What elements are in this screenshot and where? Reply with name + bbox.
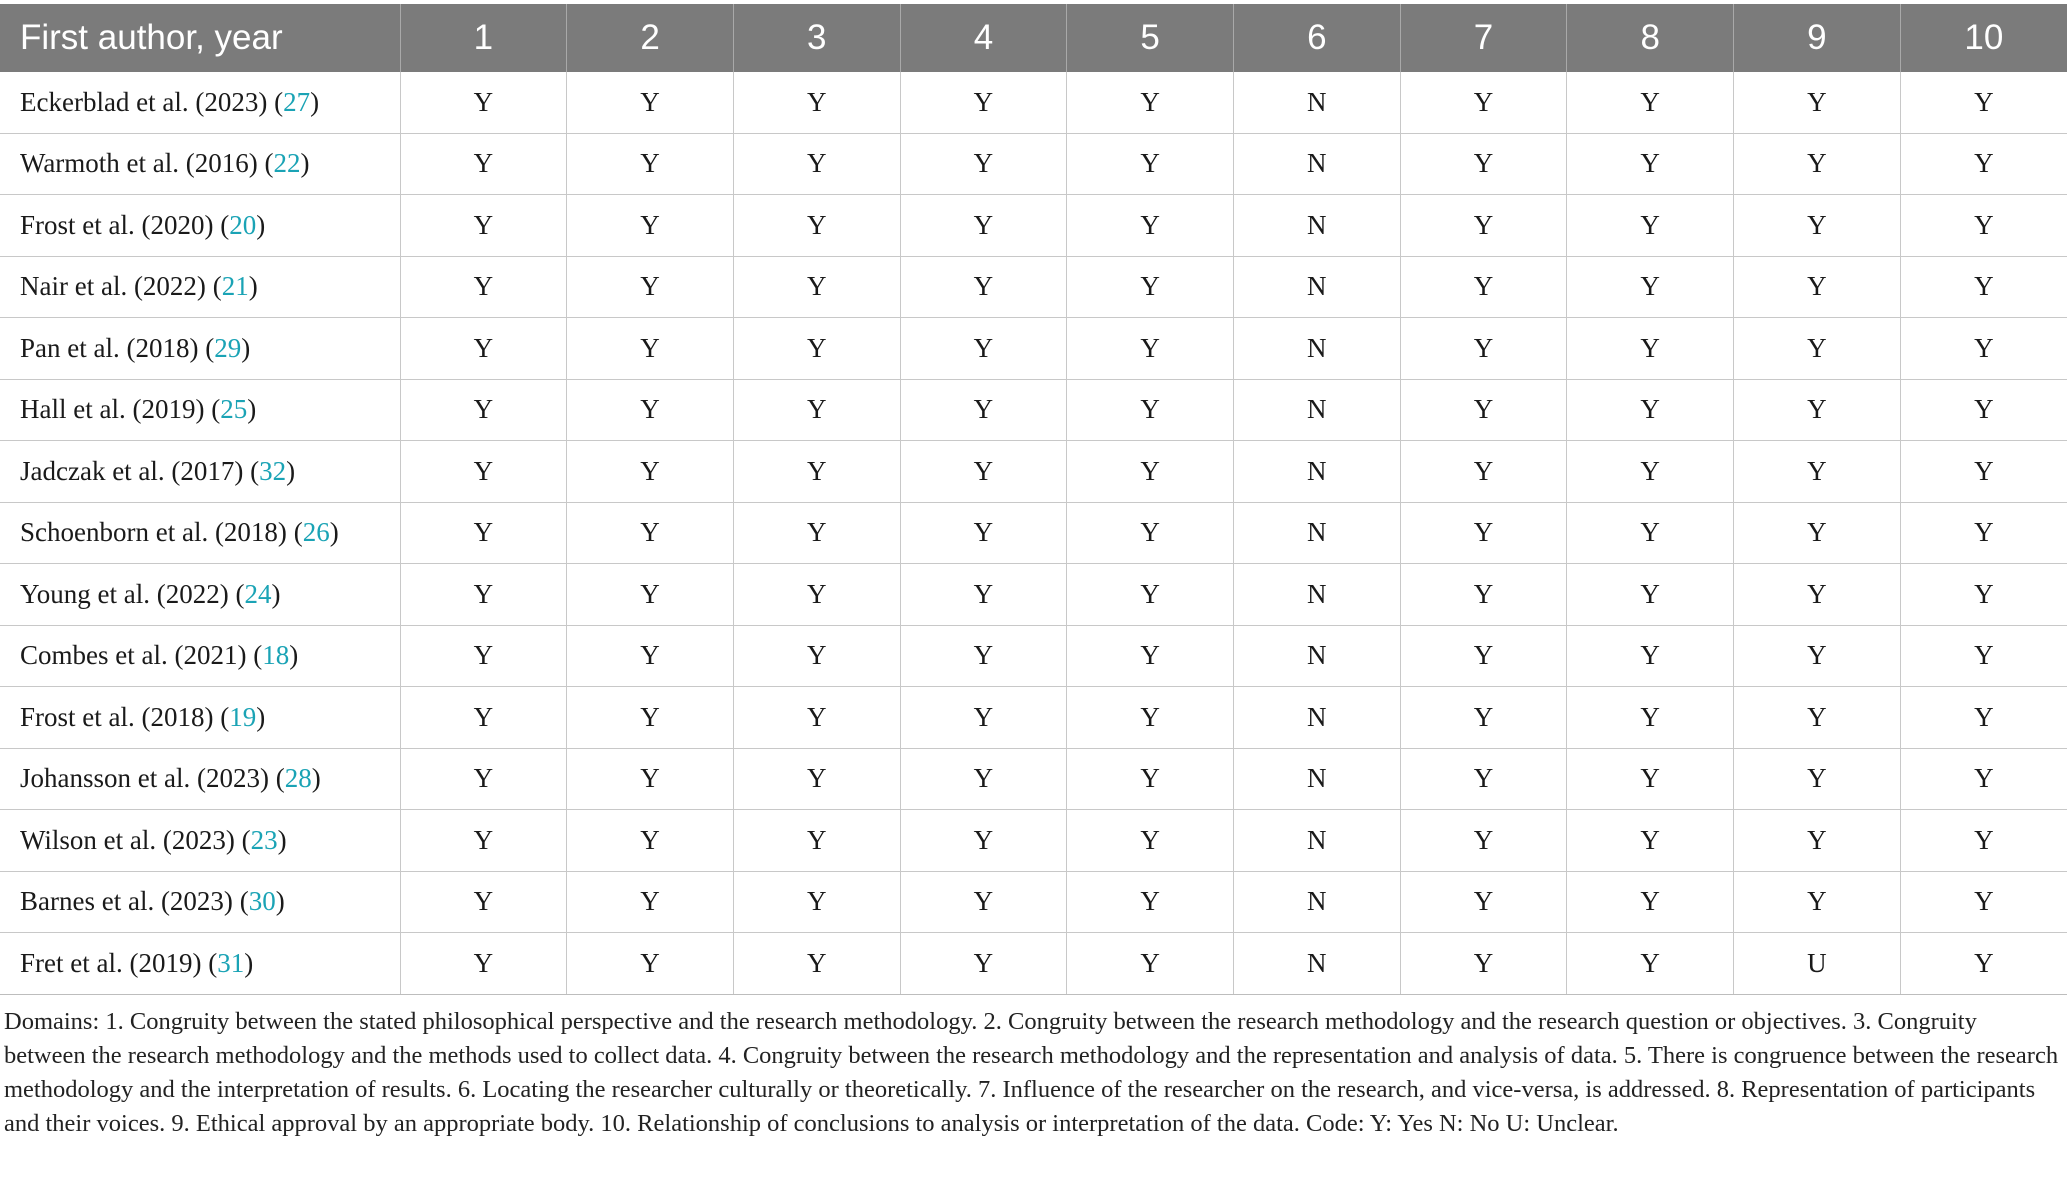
- quality-appraisal-table-container: [0, 4, 2067, 995]
- author-cell: Young et al. (2022) (24): [0, 564, 400, 626]
- author-name: Eckerblad et al. (2023): [20, 86, 268, 117]
- table-row: [0, 72, 2067, 133]
- author-name: Wilson et al. (2023): [20, 824, 235, 855]
- rating-cell: Y: [567, 871, 734, 933]
- rating-cell: Y: [400, 871, 567, 933]
- author-cell: Jadczak et al. (2017) (32): [0, 441, 400, 503]
- rating-cell: Y: [400, 195, 567, 257]
- author-cell: Combes et al. (2021) (18): [0, 625, 400, 687]
- column-header-domain-9: 9: [1734, 4, 1901, 72]
- rating-cell: Y: [1734, 687, 1901, 749]
- author-name: Frost et al. (2018): [20, 701, 214, 732]
- rating-cell: Y: [567, 564, 734, 626]
- rating-cell: Y: [400, 748, 567, 810]
- table-row: [0, 441, 2067, 503]
- rating-cell: Y: [733, 625, 900, 687]
- rating-cell: Y: [1567, 687, 1734, 749]
- rating-cell: Y: [1067, 502, 1234, 564]
- column-header-domain-8: 8: [1567, 4, 1734, 72]
- rating-cell: Y: [567, 72, 734, 133]
- column-header-domain-7: 7: [1400, 4, 1567, 72]
- rating-cell: Y: [567, 379, 734, 441]
- rating-cell: Y: [567, 687, 734, 749]
- rating-cell: U: [1734, 933, 1901, 995]
- rating-cell: Y: [1400, 810, 1567, 872]
- rating-cell: Y: [1400, 256, 1567, 318]
- column-header-domain-4: 4: [900, 4, 1067, 72]
- reference-link[interactable]: 23: [250, 824, 278, 855]
- rating-cell: Y: [1400, 318, 1567, 380]
- rating-cell: Y: [1067, 748, 1234, 810]
- rating-cell: Y: [1900, 256, 2067, 318]
- author-cell: Wilson et al. (2023) (23): [0, 810, 400, 872]
- rating-cell: Y: [733, 441, 900, 503]
- rating-cell: Y: [1734, 318, 1901, 380]
- rating-cell: Y: [733, 72, 900, 133]
- rating-cell: Y: [1067, 195, 1234, 257]
- author-name: Combes et al. (2021): [20, 640, 247, 671]
- author-cell: Pan et al. (2018) (29): [0, 318, 400, 380]
- reference-link[interactable]: 30: [248, 886, 276, 917]
- header-row: [0, 4, 2067, 72]
- table-row: [0, 133, 2067, 195]
- rating-cell: Y: [567, 195, 734, 257]
- table-row: [0, 379, 2067, 441]
- rating-cell: Y: [1900, 810, 2067, 872]
- rating-cell: Y: [1900, 318, 2067, 380]
- rating-cell: Y: [400, 441, 567, 503]
- rating-cell: N: [1233, 625, 1400, 687]
- rating-cell: Y: [1067, 687, 1234, 749]
- author-name: Hall et al. (2019): [20, 394, 205, 425]
- author-cell: Johansson et al. (2023) (28): [0, 748, 400, 810]
- rating-cell: Y: [567, 133, 734, 195]
- rating-cell: Y: [733, 748, 900, 810]
- rating-cell: Y: [1067, 933, 1234, 995]
- column-header-author: First author, year: [0, 4, 400, 72]
- rating-cell: Y: [400, 625, 567, 687]
- rating-cell: Y: [1734, 133, 1901, 195]
- rating-cell: Y: [400, 72, 567, 133]
- rating-cell: N: [1233, 564, 1400, 626]
- author-cell: Hall et al. (2019) (25): [0, 379, 400, 441]
- rating-cell: Y: [1567, 502, 1734, 564]
- rating-cell: Y: [1734, 72, 1901, 133]
- rating-cell: Y: [1567, 133, 1734, 195]
- column-header-domain-1: 1: [400, 4, 567, 72]
- rating-cell: Y: [1734, 748, 1901, 810]
- rating-cell: Y: [1400, 72, 1567, 133]
- rating-cell: Y: [900, 748, 1067, 810]
- rating-cell: Y: [1400, 687, 1567, 749]
- table-row: [0, 687, 2067, 749]
- rating-cell: N: [1233, 748, 1400, 810]
- table-row: [0, 502, 2067, 564]
- column-header-domain-5: 5: [1067, 4, 1234, 72]
- rating-cell: Y: [1900, 441, 2067, 503]
- rating-cell: N: [1233, 810, 1400, 872]
- table-row: [0, 748, 2067, 810]
- table-body: [0, 72, 2067, 994]
- rating-cell: Y: [1067, 256, 1234, 318]
- rating-cell: Y: [1900, 933, 2067, 995]
- rating-cell: Y: [1400, 441, 1567, 503]
- rating-cell: Y: [1067, 318, 1234, 380]
- reference-link[interactable]: 19: [229, 701, 257, 732]
- rating-cell: Y: [1567, 72, 1734, 133]
- rating-cell: Y: [1900, 195, 2067, 257]
- reference-link[interactable]: 25: [220, 394, 248, 425]
- rating-cell: N: [1233, 195, 1400, 257]
- rating-cell: Y: [900, 379, 1067, 441]
- rating-cell: Y: [1900, 379, 2067, 441]
- author-cell: Nair et al. (2022) (21): [0, 256, 400, 318]
- rating-cell: Y: [1900, 133, 2067, 195]
- table-row: [0, 810, 2067, 872]
- rating-cell: Y: [1067, 564, 1234, 626]
- rating-cell: N: [1233, 502, 1400, 564]
- rating-cell: Y: [733, 256, 900, 318]
- rating-cell: Y: [1567, 256, 1734, 318]
- rating-cell: Y: [567, 318, 734, 380]
- rating-cell: N: [1233, 687, 1400, 749]
- rating-cell: Y: [900, 256, 1067, 318]
- rating-cell: Y: [733, 502, 900, 564]
- rating-cell: Y: [1067, 441, 1234, 503]
- table-row: [0, 933, 2067, 995]
- reference-link[interactable]: 22: [273, 148, 301, 179]
- author-name: Nair et al. (2022): [20, 271, 206, 302]
- rating-cell: N: [1233, 318, 1400, 380]
- author-name: Fret et al. (2019): [20, 947, 202, 978]
- rating-cell: Y: [1567, 871, 1734, 933]
- rating-cell: Y: [567, 810, 734, 872]
- table-row: [0, 564, 2067, 626]
- reference-link[interactable]: 26: [302, 517, 330, 548]
- reference-link[interactable]: 24: [244, 578, 272, 609]
- rating-cell: Y: [1400, 195, 1567, 257]
- column-header-domain-3: 3: [733, 4, 900, 72]
- table-row: [0, 256, 2067, 318]
- author-name: Barnes et al. (2023): [20, 886, 233, 917]
- rating-cell: Y: [1567, 441, 1734, 503]
- rating-cell: Y: [733, 564, 900, 626]
- rating-cell: Y: [1067, 625, 1234, 687]
- reference-link[interactable]: 29: [214, 332, 242, 363]
- rating-cell: Y: [900, 810, 1067, 872]
- rating-cell: Y: [567, 441, 734, 503]
- rating-cell: Y: [1400, 625, 1567, 687]
- rating-cell: Y: [900, 564, 1067, 626]
- rating-cell: Y: [1900, 687, 2067, 749]
- table-footnote: Domains: 1. Congruity between the stated philosophical perspective and the research methodology. 2. Congruity between the research methodology and the research question or objectives. 3. Congruity between the research methodology and the methods used to collect data. 4. Congruity between the research methodology and the representation and analysis of data. 5. There is congruence between the research methodology and the interpretation of results. 6. Locating the researcher culturally or theoretically. 7. Influence of the researcher on the research, and vice-versa, is addressed. 8. Representation of participants and their voices. 9. Ethical approval by an appropriate body. 10. Relationship of conclusions to analysis or interpretation of the data. Code: Y: Yes N: No U: Unclear.: [4, 1008, 2059, 1137]
- author-cell: Eckerblad et al. (2023) (27): [0, 72, 400, 133]
- rating-cell: Y: [1400, 564, 1567, 626]
- rating-cell: Y: [1567, 318, 1734, 380]
- column-header-domain-2: 2: [567, 4, 734, 72]
- reference-link[interactable]: 31: [217, 947, 245, 978]
- rating-cell: N: [1233, 133, 1400, 195]
- reference-link[interactable]: 21: [221, 271, 249, 302]
- rating-cell: N: [1233, 441, 1400, 503]
- rating-cell: N: [1233, 256, 1400, 318]
- rating-cell: Y: [1734, 871, 1901, 933]
- rating-cell: Y: [1067, 379, 1234, 441]
- rating-cell: N: [1233, 933, 1400, 995]
- rating-cell: Y: [400, 564, 567, 626]
- rating-cell: Y: [733, 379, 900, 441]
- rating-cell: Y: [1900, 748, 2067, 810]
- author-cell: Warmoth et al. (2016) (22): [0, 133, 400, 195]
- author-name: Frost et al. (2020): [20, 209, 214, 240]
- rating-cell: Y: [400, 687, 567, 749]
- reference-link[interactable]: 32: [259, 455, 287, 486]
- rating-cell: Y: [733, 871, 900, 933]
- quality-appraisal-table: [0, 4, 2067, 995]
- rating-cell: Y: [1400, 748, 1567, 810]
- rating-cell: Y: [733, 318, 900, 380]
- rating-cell: Y: [567, 256, 734, 318]
- table-row: [0, 318, 2067, 380]
- reference-link[interactable]: 20: [229, 209, 257, 240]
- rating-cell: Y: [900, 502, 1067, 564]
- rating-cell: Y: [400, 502, 567, 564]
- rating-cell: Y: [400, 133, 567, 195]
- rating-cell: Y: [400, 810, 567, 872]
- table-row: [0, 625, 2067, 687]
- table-row: [0, 871, 2067, 933]
- author-cell: Fret et al. (2019) (31): [0, 933, 400, 995]
- rating-cell: Y: [1567, 379, 1734, 441]
- author-name: Johansson et al. (2023): [20, 763, 269, 794]
- author-cell: Frost et al. (2020) (20): [0, 195, 400, 257]
- rating-cell: Y: [1900, 564, 2067, 626]
- author-cell: Schoenborn et al. (2018) (26): [0, 502, 400, 564]
- rating-cell: Y: [567, 933, 734, 995]
- rating-cell: Y: [900, 441, 1067, 503]
- rating-cell: Y: [1567, 625, 1734, 687]
- rating-cell: Y: [733, 195, 900, 257]
- reference-link[interactable]: 18: [262, 640, 290, 671]
- rating-cell: Y: [1734, 502, 1901, 564]
- rating-cell: Y: [400, 933, 567, 995]
- rating-cell: Y: [400, 318, 567, 380]
- author-name: Schoenborn et al. (2018): [20, 517, 287, 548]
- rating-cell: Y: [1567, 810, 1734, 872]
- rating-cell: N: [1233, 72, 1400, 133]
- rating-cell: Y: [1400, 379, 1567, 441]
- author-name: Young et al. (2022): [20, 578, 229, 609]
- rating-cell: Y: [1067, 72, 1234, 133]
- rating-cell: Y: [1567, 933, 1734, 995]
- rating-cell: Y: [900, 133, 1067, 195]
- column-header-domain-10: 10: [1900, 4, 2067, 72]
- rating-cell: Y: [1400, 133, 1567, 195]
- author-name: Pan et al. (2018): [20, 332, 199, 363]
- rating-cell: Y: [1900, 72, 2067, 133]
- rating-cell: Y: [1734, 625, 1901, 687]
- author-name: Jadczak et al. (2017): [20, 455, 244, 486]
- column-header-domain-6: 6: [1233, 4, 1400, 72]
- reference-link[interactable]: 27: [283, 86, 311, 117]
- rating-cell: Y: [1734, 256, 1901, 318]
- rating-cell: Y: [1067, 871, 1234, 933]
- rating-cell: N: [1233, 379, 1400, 441]
- rating-cell: Y: [733, 933, 900, 995]
- rating-cell: Y: [567, 748, 734, 810]
- rating-cell: Y: [1567, 195, 1734, 257]
- reference-link[interactable]: 28: [284, 763, 312, 794]
- rating-cell: N: [1233, 871, 1400, 933]
- author-cell: Frost et al. (2018) (19): [0, 687, 400, 749]
- rating-cell: Y: [1900, 502, 2067, 564]
- rating-cell: Y: [900, 195, 1067, 257]
- rating-cell: Y: [900, 318, 1067, 380]
- rating-cell: Y: [1734, 195, 1901, 257]
- rating-cell: Y: [400, 256, 567, 318]
- table-header: [0, 4, 2067, 72]
- rating-cell: Y: [1734, 564, 1901, 626]
- author-cell: Barnes et al. (2023) (30): [0, 871, 400, 933]
- rating-cell: Y: [1067, 810, 1234, 872]
- table-row: [0, 195, 2067, 257]
- rating-cell: Y: [900, 687, 1067, 749]
- rating-cell: Y: [1734, 810, 1901, 872]
- rating-cell: Y: [733, 133, 900, 195]
- rating-cell: Y: [900, 871, 1067, 933]
- rating-cell: Y: [900, 625, 1067, 687]
- rating-cell: Y: [1734, 441, 1901, 503]
- rating-cell: Y: [1567, 748, 1734, 810]
- rating-cell: Y: [1400, 871, 1567, 933]
- rating-cell: Y: [567, 625, 734, 687]
- rating-cell: Y: [1734, 379, 1901, 441]
- rating-cell: Y: [1900, 871, 2067, 933]
- rating-cell: Y: [1400, 933, 1567, 995]
- rating-cell: Y: [900, 72, 1067, 133]
- rating-cell: Y: [1900, 625, 2067, 687]
- rating-cell: Y: [400, 379, 567, 441]
- author-name: Warmoth et al. (2016): [20, 148, 258, 179]
- rating-cell: Y: [1067, 133, 1234, 195]
- rating-cell: Y: [1400, 502, 1567, 564]
- rating-cell: Y: [1567, 564, 1734, 626]
- rating-cell: Y: [733, 687, 900, 749]
- rating-cell: Y: [733, 810, 900, 872]
- rating-cell: Y: [567, 502, 734, 564]
- rating-cell: Y: [900, 933, 1067, 995]
